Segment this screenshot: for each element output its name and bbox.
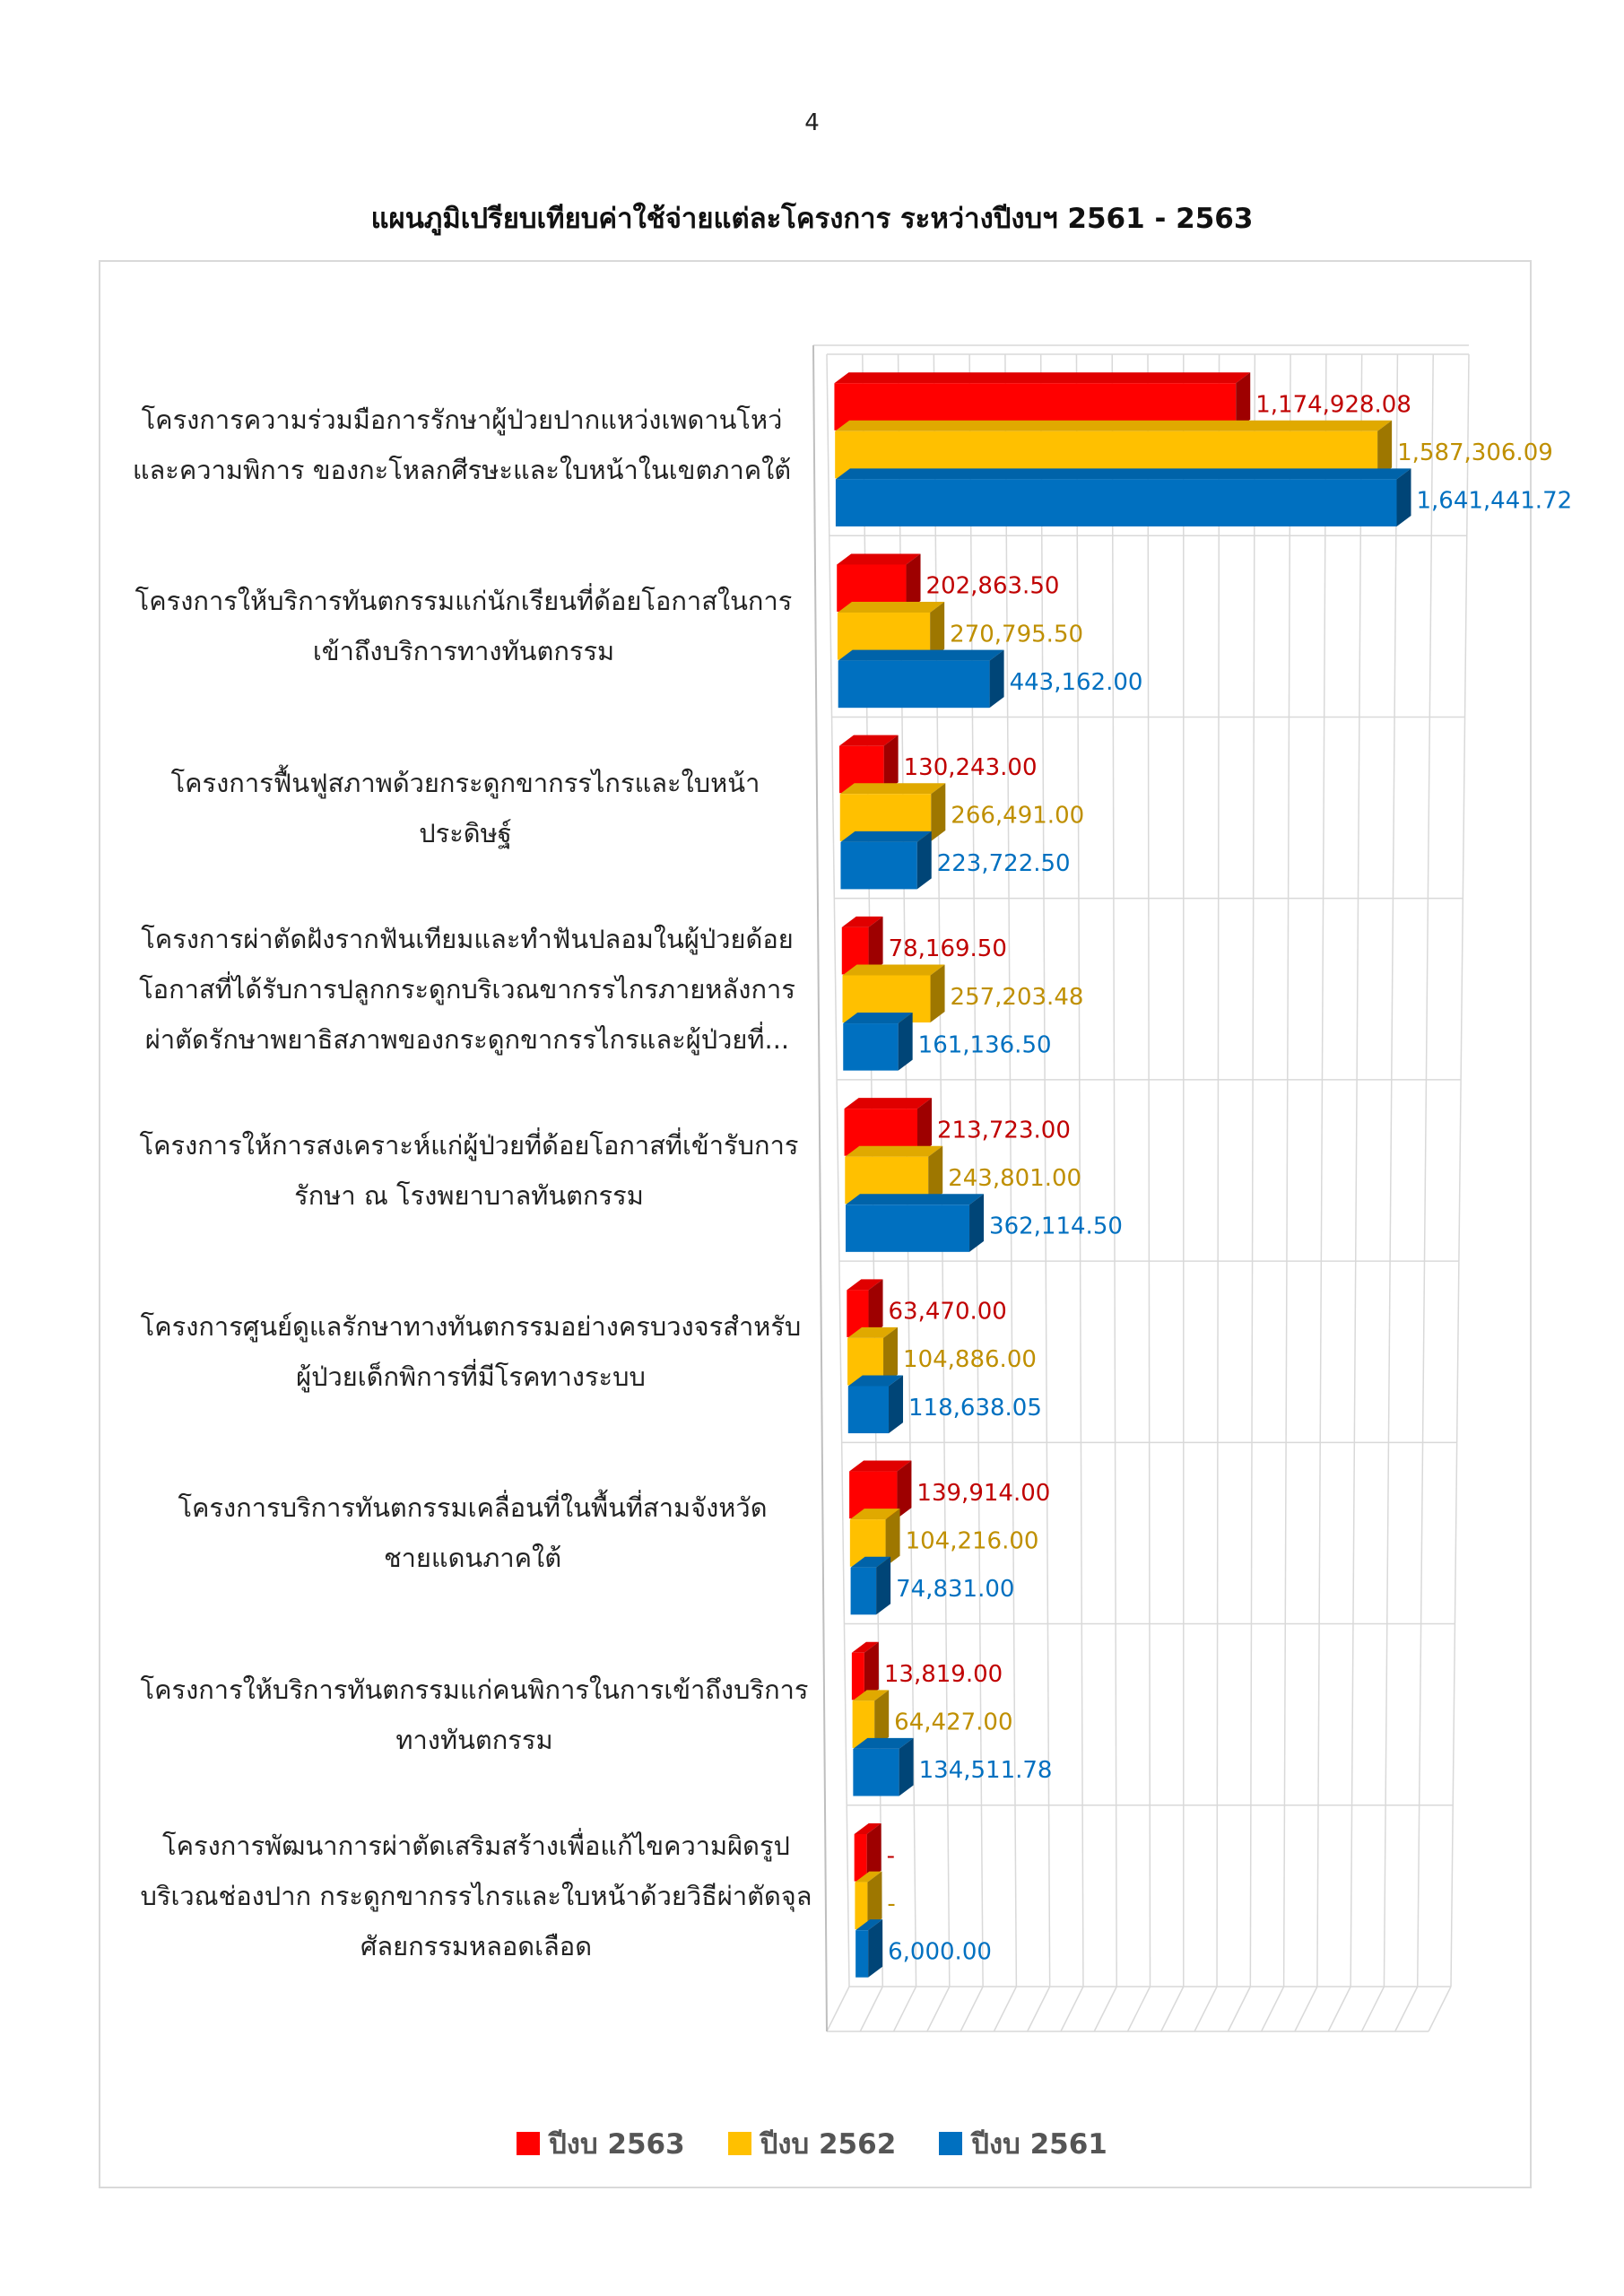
category-label-line: ผู้ป่วยเด็กพิการที่มีโรคทางระบบ <box>296 1361 646 1393</box>
bar-0-8 <box>855 1834 867 1882</box>
gridline-floor <box>827 1987 849 2031</box>
gridline-floor <box>1161 1987 1184 2031</box>
bar-1-8 <box>855 1883 867 1930</box>
value-label-0-8: - <box>886 1842 896 1870</box>
gridline-floor <box>994 1987 1016 2031</box>
category-label-line: ประดิษฐ์ <box>419 817 512 848</box>
bar-2-3 <box>843 1023 898 1071</box>
value-label-0-0: 1,174,928.08 <box>1255 391 1411 419</box>
value-label-1-3: 257,203.48 <box>950 983 1084 1011</box>
gridline-vertical <box>1148 354 1151 1987</box>
value-label-0-7: 13,819.00 <box>883 1661 1003 1689</box>
category-label-8 <box>122 1821 830 1971</box>
gridline-floor <box>1028 1987 1050 2031</box>
value-label-2-8: 6,000.00 <box>888 1938 992 1966</box>
value-label-0-3: 78,169.50 <box>888 935 1007 963</box>
chart-legend <box>0 2121 1624 2166</box>
bar-2-7 <box>853 1749 899 1796</box>
gridline-vertical <box>1112 354 1116 1987</box>
category-label-line: ศัลยกรรมหลอดเลือด <box>360 1930 593 1961</box>
category-label-line: ชายแดนภาคใต้ <box>383 1543 562 1574</box>
value-label-0-6: 139,914.00 <box>916 1479 1051 1507</box>
gridline-vertical <box>1451 354 1469 1987</box>
page-number: 4 <box>804 109 820 136</box>
bar-2-5 <box>848 1386 889 1433</box>
gridline-floor <box>1361 1987 1384 2031</box>
category-label-line: โครงการให้บริการทันตกรรมแก่คนพิการในการเข้าถึงบริการ <box>140 1674 809 1705</box>
value-label-2-7: 134,511.78 <box>918 1757 1053 1785</box>
legend-swatch-blue <box>939 2132 962 2155</box>
value-label-0-1: 202,863.50 <box>925 572 1060 600</box>
bar-top-1-1 <box>838 602 944 613</box>
category-label-line: บริเวณช่องปาก กระดูกขากรรไกรและใบหน้าด้วยวิธีผ่าตัดจุล <box>140 1880 812 1911</box>
gridline-floor <box>1262 1987 1284 2031</box>
category-label-3 <box>113 914 821 1065</box>
chart-title: แผนภูมิเปรียบเทียบค่าใช้จ่ายแต่ละโครงการ ระหว่างปีงบฯ 2561 - 2563 <box>370 203 1254 235</box>
bar-top-2-2 <box>840 831 931 842</box>
gridline-floor <box>1395 1987 1418 2031</box>
bar-top-2-4 <box>846 1194 984 1205</box>
value-label-2-4: 362,114.50 <box>989 1213 1123 1240</box>
gridline-floor <box>1295 1987 1317 2031</box>
gridline-floor <box>927 1987 950 2031</box>
legend-item-2561 <box>939 2121 1107 2166</box>
legend-item-2562 <box>728 2121 897 2166</box>
value-label-1-7: 64,427.00 <box>894 1709 1013 1736</box>
bar-2-8 <box>855 1930 868 1978</box>
bar-2-6 <box>851 1568 877 1615</box>
bar-top-2-0 <box>836 468 1411 479</box>
gridline-vertical <box>1384 354 1397 1987</box>
bar-0-7 <box>852 1653 864 1700</box>
value-label-1-1: 270,795.50 <box>950 621 1084 648</box>
category-label-1 <box>109 576 818 676</box>
gridline-vertical <box>1350 354 1362 1987</box>
gridline-floor <box>894 1987 916 2031</box>
bar-top-1-4 <box>845 1146 942 1157</box>
category-label-line: โครงการศูนย์ดูแลรักษาทางทันตกรรมอย่างครบวงจรสำหรับ <box>140 1311 802 1343</box>
value-label-2-2: 223,722.50 <box>936 850 1071 878</box>
gridline-vertical <box>1250 354 1255 1987</box>
gridline-floor <box>860 1987 882 2031</box>
gridline-vertical <box>1284 354 1291 1987</box>
gridline-floor <box>1328 1987 1350 2031</box>
value-label-1-5: 104,886.00 <box>903 1346 1037 1374</box>
gridline-vertical <box>1317 354 1326 1987</box>
bar-top-1-2 <box>840 783 946 794</box>
gridline-floor <box>1429 1987 1451 2031</box>
value-label-1-6: 104,216.00 <box>905 1527 1039 1555</box>
gridline-floor <box>1194 1987 1217 2031</box>
value-label-1-8: - <box>887 1890 896 1918</box>
category-label-7 <box>120 1665 829 1765</box>
value-label-1-2: 266,491.00 <box>951 802 1085 830</box>
bar-2-4 <box>846 1205 969 1252</box>
bar-2-0 <box>836 479 1397 526</box>
value-label-0-4: 213,723.00 <box>937 1117 1071 1144</box>
value-label-2-5: 118,638.05 <box>908 1394 1042 1422</box>
bar-2-2 <box>840 842 916 890</box>
bar-top-2-1 <box>838 650 1004 661</box>
bar-top-1-3 <box>843 964 945 975</box>
value-label-2-0: 1,641,441.72 <box>1416 487 1573 515</box>
gridline-vertical <box>1217 354 1220 1987</box>
category-label-line: โครงการพัฒนาการผ่าตัดเสริมสร้างเพื่อแก้ไขความผิดรูป <box>162 1830 790 1861</box>
category-label-5 <box>117 1301 825 1402</box>
legend-item-2563 <box>517 2121 685 2166</box>
legend-label-2563: ปีงบ 2563 <box>549 2128 685 2161</box>
bar-top-0-0 <box>834 372 1250 383</box>
category-label-6 <box>118 1483 827 1583</box>
category-label-line: ผ่าตัดรักษาพยาธิสภาพของกระดูกขากรรไกรและผู้ป่วยที่... <box>144 1023 790 1055</box>
legend-swatch-yellow <box>728 2132 751 2155</box>
legend-label-2561: ปีงบ 2561 <box>971 2128 1107 2161</box>
category-label-line: ทางทันตกรรม <box>395 1724 553 1755</box>
value-label-2-3: 161,136.50 <box>917 1031 1052 1059</box>
gridline-floor <box>1228 1987 1250 2031</box>
category-label-line: โครงการบริการทันตกรรมเคลื่อนที่ในพื้นที่สามจังหวัด <box>178 1492 768 1524</box>
value-label-0-5: 63,470.00 <box>888 1298 1007 1326</box>
category-label-line: รักษา ณ โรงพยาบาลทันตกรรม <box>294 1180 644 1211</box>
legend-swatch-red <box>517 2132 540 2155</box>
bar-top-1-0 <box>835 421 1392 431</box>
category-label-line: และความพิการ ของกะโหลกศีรษะและใบหน้าในเขตภาคใต้ <box>132 455 792 486</box>
legend-label-2562: ปีงบ 2562 <box>760 2128 897 2161</box>
gridline-floor <box>1128 1987 1151 2031</box>
bar-top-0-4 <box>845 1098 932 1109</box>
gridline-floor <box>960 1987 983 2031</box>
category-label-line: โครงการให้บริการทันตกรรมแก่นักเรียนที่ด้อยโอกาสในการ <box>135 586 793 617</box>
value-label-1-0: 1,587,306.09 <box>1397 439 1553 467</box>
category-label-line: โครงการฟื้นฟูสภาพด้วยกระดูกขากรรไกรและใบหน้า <box>170 767 760 798</box>
value-label-0-2: 130,243.00 <box>903 753 1038 781</box>
category-label-4 <box>115 1120 823 1221</box>
category-label-0 <box>108 395 816 495</box>
value-label-2-6: 74,831.00 <box>896 1576 1015 1603</box>
bar-top-0-1 <box>837 553 920 564</box>
gridline-floor <box>1061 1987 1083 2031</box>
category-label-line: โครงการความร่วมมือการรักษาผู้ป่วยปากแหว่งเพดานโหว่ <box>141 404 783 436</box>
bar-2-1 <box>838 661 990 709</box>
value-label-2-1: 443,162.00 <box>1009 668 1143 696</box>
category-label-line: โอกาสที่ได้รับการปลูกกระดูกบริเวณขากรรไกรภายหลังการ <box>139 973 795 1004</box>
category-label-line: โครงการให้การสงเคราะห์แก่ผู้ป่วยที่ด้อยโอกาสที่เข้ารับการ <box>139 1130 799 1161</box>
gridline-floor <box>1094 1987 1116 2031</box>
value-label-1-4: 243,801.00 <box>948 1164 1082 1192</box>
category-label-line: เข้าถึงบริการทางทันตกรรม <box>312 636 615 667</box>
category-label-line: โครงการผ่าตัดฝังรากฟันเทียมและทำฟันปลอมในผู้ป่วยด้อย <box>141 923 794 954</box>
category-label-2 <box>111 758 820 858</box>
gridline-vertical <box>1418 354 1434 1987</box>
